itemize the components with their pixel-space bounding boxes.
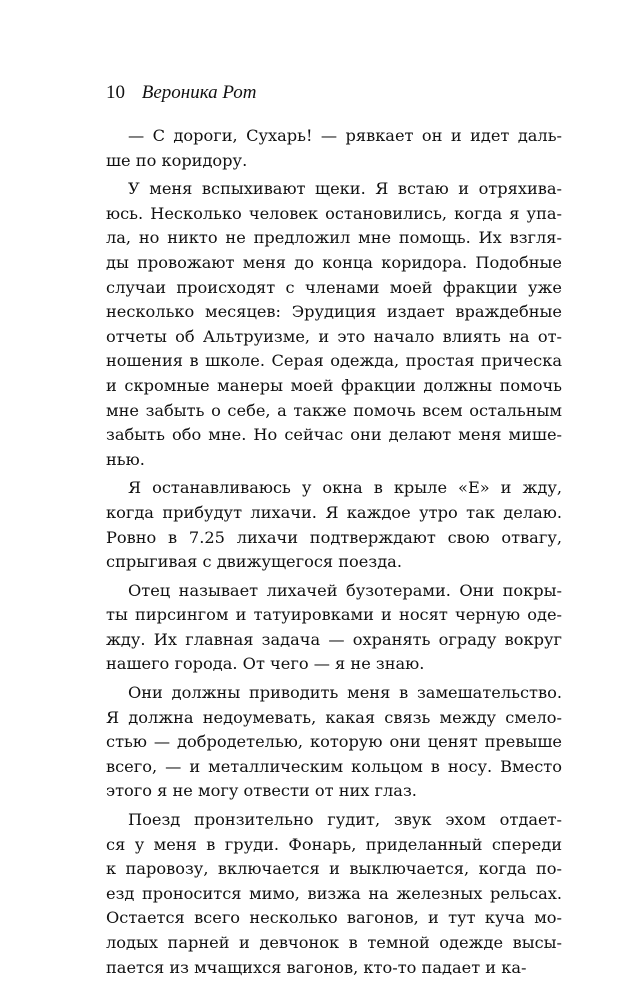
book-page bbox=[106, 82, 562, 984]
body-text bbox=[106, 124, 562, 980]
text-line: мне забыть о себе, а также помочь всем остальным bbox=[106, 400, 562, 420]
text-line: Остается всего несколько вагонов, и тут куча мо- bbox=[106, 908, 562, 928]
text-line: этого я не могу отвести от них глаз. bbox=[106, 781, 417, 801]
text-line: Поезд пронзительно гудит, звук эхом отдает- bbox=[128, 810, 562, 830]
text-line: Они должны приводить меня в замешательство. bbox=[128, 683, 562, 703]
text-line: лодых парней и девчонок в темной одежде высы- bbox=[106, 933, 562, 952]
text-line: ше по коридору. bbox=[106, 150, 248, 170]
text-line: ся у меня в груди. Фонарь, приделанный спереди bbox=[106, 834, 562, 854]
text-line: нью. bbox=[106, 449, 145, 469]
text-line: к паровозу, включается и выключается, когда по- bbox=[106, 859, 562, 879]
text-line: ды провожают меня до конца коридора. Подобные bbox=[106, 252, 562, 272]
text-line: отчеты об Альтруизме, и это начало влиять на от- bbox=[106, 326, 562, 346]
paragraph bbox=[106, 681, 562, 804]
text-line: Ровно в 7.25 лихачи подтверждают свою отвагу, bbox=[106, 527, 562, 547]
paragraph bbox=[106, 579, 562, 677]
author-name: Вероника Рот bbox=[141, 82, 257, 103]
text-line: Я останавливаюсь у окна в крыле «Е» и жду, bbox=[128, 478, 562, 498]
paragraph bbox=[106, 808, 562, 980]
text-line: несколько месяцев: Эрудиция издает враждебные bbox=[106, 302, 562, 322]
text-line: нашего города. От чего — я не знаю. bbox=[106, 654, 425, 674]
text-line: пается из мчащихся вагонов, кто-то падает и ка- bbox=[106, 957, 527, 977]
text-line: Я должна недоумевать, какая связь между смело- bbox=[106, 707, 562, 727]
text-line: У меня вспыхивают щеки. Я встаю и отряхива- bbox=[128, 179, 562, 199]
text-line: — С дороги, Сухарь! — рявкает он и идет даль- bbox=[128, 126, 562, 145]
paragraph bbox=[106, 177, 562, 472]
text-line: забыть обо мне. Но сейчас они делают меня мише- bbox=[106, 425, 562, 445]
text-line: случаи происходят с членами моей фракции уже bbox=[106, 277, 562, 297]
paragraph bbox=[106, 476, 562, 574]
text-line: юсь. Несколько человек остановились, когда я упа- bbox=[106, 203, 562, 223]
text-line: всего, — и металлическим кольцом в носу. Вместо bbox=[106, 756, 562, 776]
text-line: и скромные манеры моей фракции должны помочь bbox=[106, 375, 562, 395]
text-line: Отец называет лихачей бузотерами. Они покры- bbox=[128, 580, 562, 600]
text-line: езд проносится мимо, визжа на железных рельсах. bbox=[106, 883, 562, 903]
text-line: ла, но никто не предложил мне помощь. Их взгля- bbox=[106, 228, 562, 248]
text-line: ношения в школе. Серая одежда, простая прическа bbox=[106, 351, 562, 371]
text-line: спрыгивая с движущегося поезда. bbox=[106, 552, 402, 572]
text-line: жду. Их главная задача — охранять ограду вокруг bbox=[106, 629, 562, 649]
paragraph bbox=[106, 124, 562, 173]
text-line: когда прибудут лихачи. Я каждое утро так делаю. bbox=[106, 502, 562, 522]
page-number: 10 bbox=[106, 82, 125, 103]
text-line: ты пирсингом и татуировками и носят черную оде- bbox=[106, 605, 562, 625]
text-line: стью — добродетелью, которую они ценят превыше bbox=[106, 732, 562, 752]
running-header bbox=[106, 82, 562, 104]
